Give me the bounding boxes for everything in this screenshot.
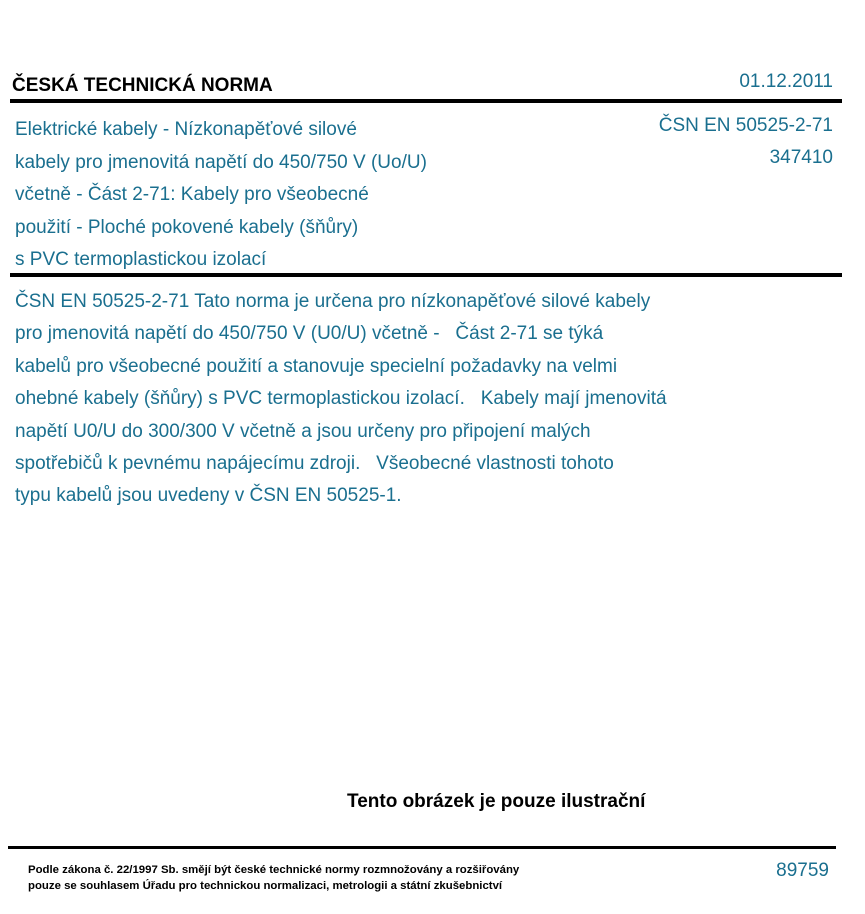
abstract-line: ČSN EN 50525-2-71 Tato norma je určena pro nízkonapěťové silové kabely <box>15 291 651 312</box>
standard-title-line: kabely pro jmenovitá napětí do 450/750 V (Uo/U) <box>15 151 427 173</box>
abstract-line: napětí U0/U do 300/300 V včetně a jsou určeny pro připojení malých <box>15 420 591 442</box>
standard-id: ČSN EN 50525-2-71 <box>658 115 833 136</box>
standard-classification: 347410 <box>769 147 833 168</box>
abstract-line: spotřebičů k pevnému napájecímu zdroji. Všeobecné vlastnosti tohoto <box>15 453 614 475</box>
abstract-line: kabelů pro všeobecné použití a stanovuje specielní požadavky na velmi <box>15 355 618 377</box>
standard-title <box>15 114 575 277</box>
legal-notice-line: Podle zákona č. 22/1997 Sb. smějí být české technické normy rozmnožovány a rozšiřovány <box>28 864 520 876</box>
standard-title-line: použití - Ploché pokovené kabely (šňůry) <box>15 216 359 238</box>
standard-title-line: včetně - Část 2-71: Kabely pro všeobecné <box>15 184 369 205</box>
document-header-title: ČESKÁ TECHNICKÁ NORMA <box>12 75 273 96</box>
abstract-line: pro jmenovitá napětí do 450/750 V (U0/U) včetně - Část 2-71 se týká <box>15 323 604 345</box>
abstract-text <box>15 286 815 513</box>
abstract-line: typu kabelů jsou uvedeny v ČSN EN 50525-1. <box>15 485 402 507</box>
abstract-line: ohebné kabely (šňůry) s PVC termoplastickou izolací. Kabely mají jmenovitá <box>15 388 667 410</box>
legal-notice-line: pouze se souhlasem Úřadu pro technickou normalizaci, metrologii a státní zkušebnictví <box>28 880 503 892</box>
illustration-note: Tento obrázek je pouze ilustrační <box>347 791 646 812</box>
standard-title-line: s PVC termoplastickou izolací <box>15 249 267 270</box>
standard-title-line: Elektrické kabely - Nízkonapěťové silové <box>15 119 357 140</box>
header-divider <box>10 99 842 103</box>
document-date: 01.12.2011 <box>739 71 833 92</box>
legal-notice <box>28 862 519 894</box>
footer-divider <box>8 846 836 849</box>
footer-number: 89759 <box>776 860 829 881</box>
title-divider <box>10 273 842 277</box>
